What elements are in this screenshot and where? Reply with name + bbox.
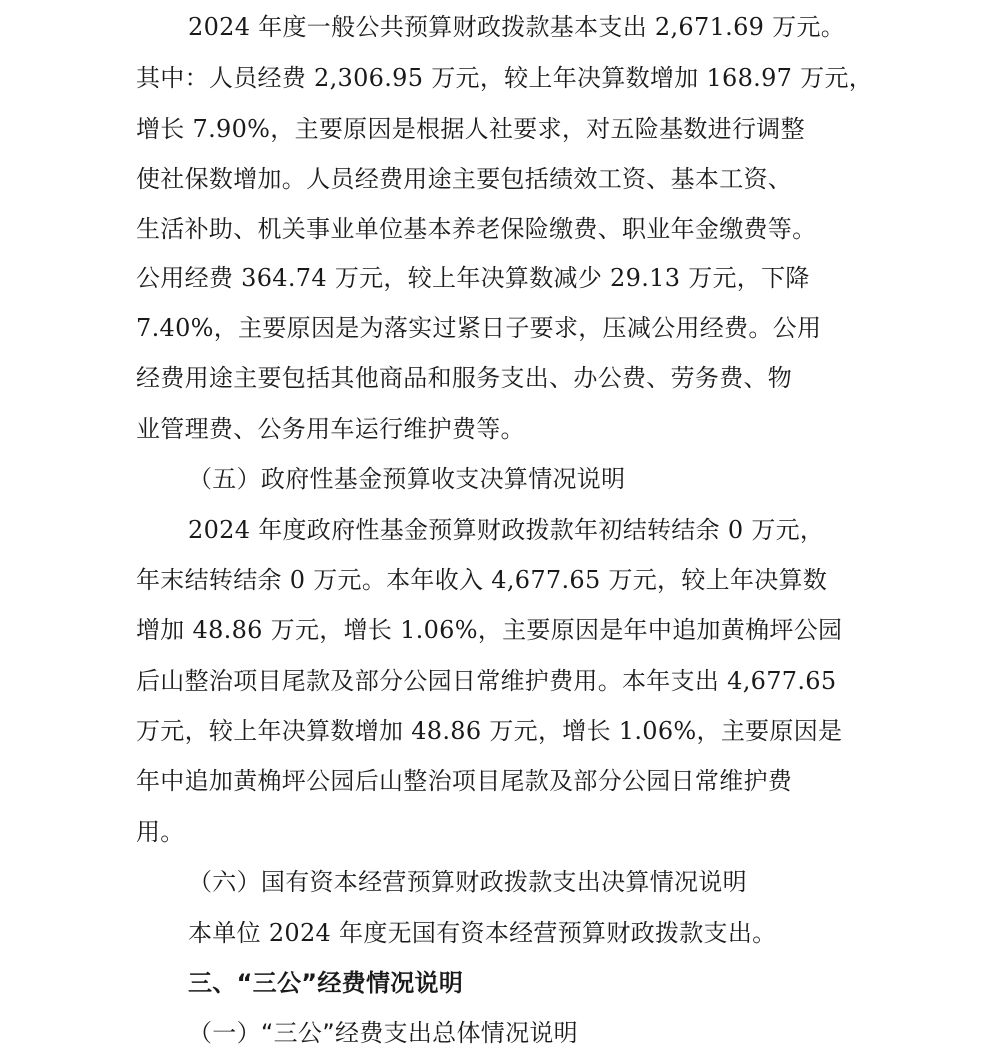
paragraph-line: 使社保数增加。人员经费用途主要包括绩效工资、基本工资、 — [136, 165, 793, 193]
paragraph-line: 经费用途主要包括其他商品和服务支出、办公费、劳务费、物 — [136, 364, 793, 392]
section-heading-5: （五）政府性基金预算收支决算情况说明 — [188, 465, 626, 493]
section-heading-6: （六）国有资本经营预算财政拨款支出决算情况说明 — [188, 868, 747, 896]
paragraph-line: 7.40%，主要原因是为落实过紧日子要求，压减公用经费。公用 — [136, 314, 822, 342]
paragraph-line: 年末结转结余 0 万元。本年收入 4,677.65 万元，较上年决算数 — [136, 566, 828, 594]
paragraph-line: 年中追加黄桷坪公园后山整治项目尾款及部分公园日常维护费 — [136, 767, 793, 795]
paragraph-line: 万元，较上年决算数增加 48.86 万元，增长 1.06%，主要原因是 — [136, 717, 843, 745]
paragraph-line: 公用经费 364.74 万元，较上年决算数减少 29.13 万元，下降 — [136, 264, 810, 292]
paragraph-line: 2024 年度一般公共预算财政拨款基本支出 2,671.69 万元。 — [188, 13, 846, 41]
paragraph-line: 生活补助、机关事业单位基本养老保险缴费、职业年金缴费等。 — [136, 215, 817, 243]
paragraph-line: 2024 年度政府性基金预算财政拨款年初结转结余 0 万元， — [188, 516, 825, 544]
paragraph-line: 增长 7.90%，主要原因是根据人社要求，对五险基数进行调整 — [136, 115, 805, 143]
section-heading-3-1: （一）“三公”经费支出总体情况说明 — [188, 1019, 578, 1047]
paragraph-line: 后山整治项目尾款及部分公园日常维护费用。本年支出 4,677.65 — [136, 667, 837, 695]
paragraph-line: 其中：人员经费 2,306.95 万元，较上年决算数增加 168.97 万元， — [136, 64, 874, 92]
paragraph-line: 用。 — [136, 818, 185, 846]
paragraph-line: 增加 48.86 万元，增长 1.06%，主要原因是年中追加黄桷坪公园 — [136, 616, 843, 644]
paragraph-line: 业管理费、公务用车运行维护费等。 — [136, 415, 525, 443]
paragraph-line: 本单位 2024 年度无国有资本经营预算财政拨款支出。 — [188, 919, 777, 947]
chapter-heading-3: 三、“三公”经费情况说明 — [188, 969, 464, 997]
